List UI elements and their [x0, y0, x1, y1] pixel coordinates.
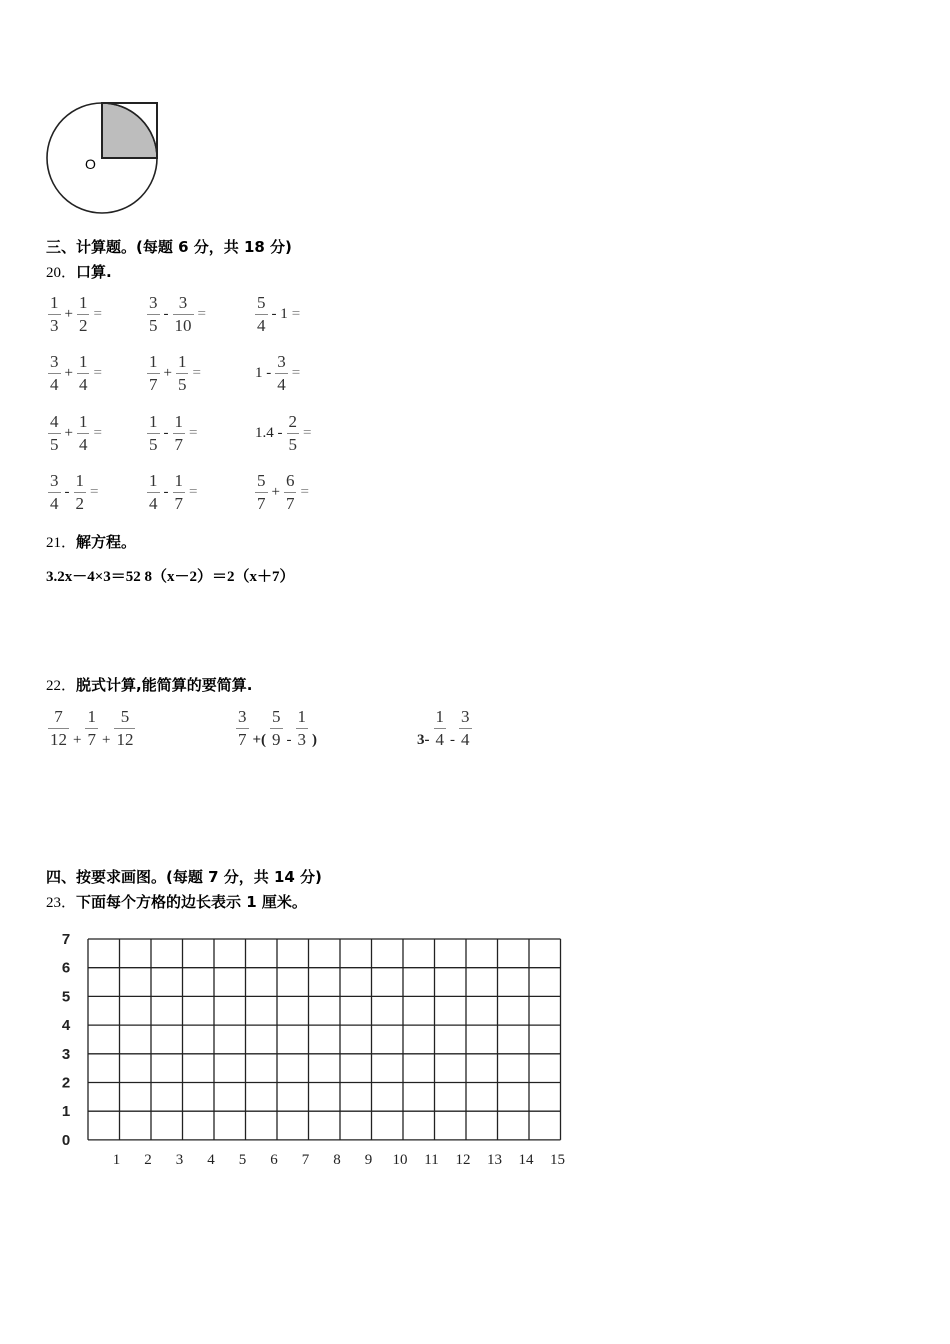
- q23-line: [46, 891, 307, 912]
- operator: - 1: [271, 306, 288, 322]
- fraction: $\frac{1}{2}$: [75, 471, 84, 513]
- fraction: $\frac{1}{4}$: [78, 412, 88, 454]
- x-axis-label: 4: [207, 1151, 215, 1168]
- fraction: $\frac{5}{7}$: [257, 471, 266, 513]
- x-axis-label: 8: [333, 1151, 341, 1168]
- fraction: $\frac{1}{3}$: [50, 293, 59, 335]
- equals-sign: =: [303, 425, 312, 441]
- circle-square-figure: [44, 98, 164, 218]
- equals-sign: =: [291, 365, 301, 381]
- operator: -: [163, 306, 169, 322]
- operator: +: [271, 484, 280, 500]
- x-axis-label: 15: [550, 1151, 565, 1168]
- fraction: $\frac{3}{5}$: [149, 293, 158, 335]
- x-axis-label: 12: [455, 1151, 471, 1168]
- q21-line: [46, 531, 136, 552]
- y-axis-label: 7: [61, 931, 71, 948]
- x-axis-label: 6: [270, 1151, 278, 1168]
- fraction: $\frac{3}{4}$: [50, 471, 59, 513]
- x-axis-label: 10: [392, 1151, 408, 1168]
- oral-expression: [46, 411, 102, 456]
- q22-number: 22．: [46, 678, 77, 694]
- fraction: $\frac{5}{4}$: [257, 293, 266, 335]
- oral-expression: [145, 351, 201, 396]
- equals-sign: =: [93, 365, 102, 381]
- y-axis-label: 1: [61, 1103, 71, 1121]
- oral-expression: [253, 470, 309, 515]
- expression-2: $\frac{3}{7}$ +( $\frac{5}{9}$ - $\frac{1}{3}$ ): [238, 707, 318, 749]
- x-axis-label: 1: [112, 1151, 121, 1168]
- fraction: $\frac{1}{7}$: [87, 707, 96, 749]
- fraction: $\frac{1}{5}$: [177, 352, 187, 394]
- y-axis-label: 5: [61, 988, 71, 1006]
- fraction: $\frac{3}{4}$: [50, 352, 59, 394]
- q22-title: 脱式计算,能简算的要简算.: [76, 676, 253, 694]
- operator: +: [163, 365, 172, 381]
- fraction: $\frac{1}{5}$: [149, 412, 158, 454]
- fraction: $\frac{3}{7}$: [238, 707, 247, 749]
- section4-title: 四、按要求画图。(每题 7 分，共 14 分): [46, 868, 322, 886]
- x-axis-label: 2: [144, 1151, 152, 1168]
- y-axis-label: 4: [61, 1017, 71, 1035]
- q20-title: 口算.: [76, 263, 112, 281]
- fraction: $\frac{1}{4}$: [149, 471, 158, 513]
- x-axis-label: 11: [424, 1151, 439, 1168]
- fraction: $\frac{3}{4}$: [461, 707, 470, 749]
- fraction: $\frac{2}{5}$: [288, 412, 297, 454]
- equals-sign: =: [90, 484, 99, 500]
- oral-expression: [46, 351, 102, 396]
- equals-sign: =: [300, 484, 309, 500]
- x-axis-label: 7: [301, 1151, 310, 1168]
- x-axis-label: 9: [364, 1151, 373, 1168]
- x-axis-label: 14: [518, 1151, 534, 1168]
- y-axis-label: 0: [61, 1131, 71, 1149]
- oral-expression: [253, 411, 311, 456]
- oral-expression: [253, 292, 300, 337]
- square-grid: [40, 925, 600, 1175]
- fraction: $\frac{1}{4}$: [78, 352, 88, 394]
- center-label: O: [85, 156, 96, 172]
- q23-number: 23．: [46, 895, 77, 911]
- q21-number: 21．: [46, 535, 77, 551]
- fraction: $\frac{5}{9}$: [272, 707, 281, 749]
- oral-expression: [46, 292, 102, 337]
- x-axis-label: 13: [487, 1151, 502, 1168]
- fraction: $\frac{6}{7}$: [285, 471, 295, 513]
- fraction: $\frac{4}{5}$: [50, 412, 59, 454]
- equals-sign: =: [192, 365, 201, 381]
- y-axis-label: 6: [61, 959, 71, 977]
- equals-sign: =: [189, 425, 198, 441]
- fraction: $\frac{1}{7}$: [149, 352, 158, 394]
- fraction: $\frac{1}{7}$: [174, 471, 183, 513]
- expression-1: $\frac{7}{12}$ + $\frac{1}{7}$ + $\frac{5}{12}$: [50, 707, 134, 749]
- section3-title: 三、计算题。(每题 6 分，共 18 分): [46, 238, 292, 256]
- operator: +: [64, 306, 73, 322]
- oral-expression: [145, 292, 206, 337]
- fraction: $\frac{5}{12}$: [116, 707, 134, 749]
- q23-title: 下面每个方格的边长表示 1 厘米。: [76, 893, 307, 911]
- q22-line: [46, 674, 252, 695]
- equals-sign: =: [93, 306, 102, 322]
- q21-title: 解方程。: [76, 533, 137, 551]
- equals-sign: =: [93, 425, 102, 441]
- fraction: $\frac{1}{4}$: [435, 707, 444, 749]
- fraction: $\frac{7}{12}$: [50, 707, 67, 749]
- operator: +: [64, 365, 73, 381]
- operator: +: [64, 425, 73, 441]
- fraction: $\frac{1}{7}$: [174, 412, 183, 454]
- q20-line: [46, 261, 112, 282]
- y-axis-label: 2: [61, 1074, 71, 1092]
- oral-expression: [145, 411, 197, 456]
- y-axis-label: 3: [61, 1045, 71, 1063]
- oral-expression: [145, 470, 197, 515]
- operator: 1 -: [255, 365, 272, 381]
- equals-sign: =: [197, 306, 206, 322]
- operator: -: [64, 484, 70, 500]
- x-axis-label: 3: [175, 1151, 184, 1168]
- expression-3: 3- $\frac{1}{4}$ - $\frac{3}{4}$: [417, 707, 470, 749]
- equals-sign: =: [291, 306, 301, 322]
- fraction: $\frac{3}{4}$: [277, 352, 286, 394]
- equals-sign: =: [189, 484, 198, 500]
- fraction: $\frac{3}{10}$: [174, 293, 192, 335]
- fraction: $\frac{1}{2}$: [78, 293, 88, 335]
- q20-number: 20．: [46, 265, 77, 281]
- fraction: $\frac{1}{3}$: [297, 707, 307, 749]
- operator: -: [163, 484, 169, 500]
- equations-line: 3.2x－4×3＝52 8（x－2）＝2（x＋7）: [46, 569, 295, 585]
- x-axis-label: 5: [238, 1151, 247, 1168]
- operator: -: [163, 425, 169, 441]
- operator: 1.4 -: [255, 425, 283, 441]
- oral-expression: [253, 351, 300, 396]
- oral-expression: [46, 470, 98, 515]
